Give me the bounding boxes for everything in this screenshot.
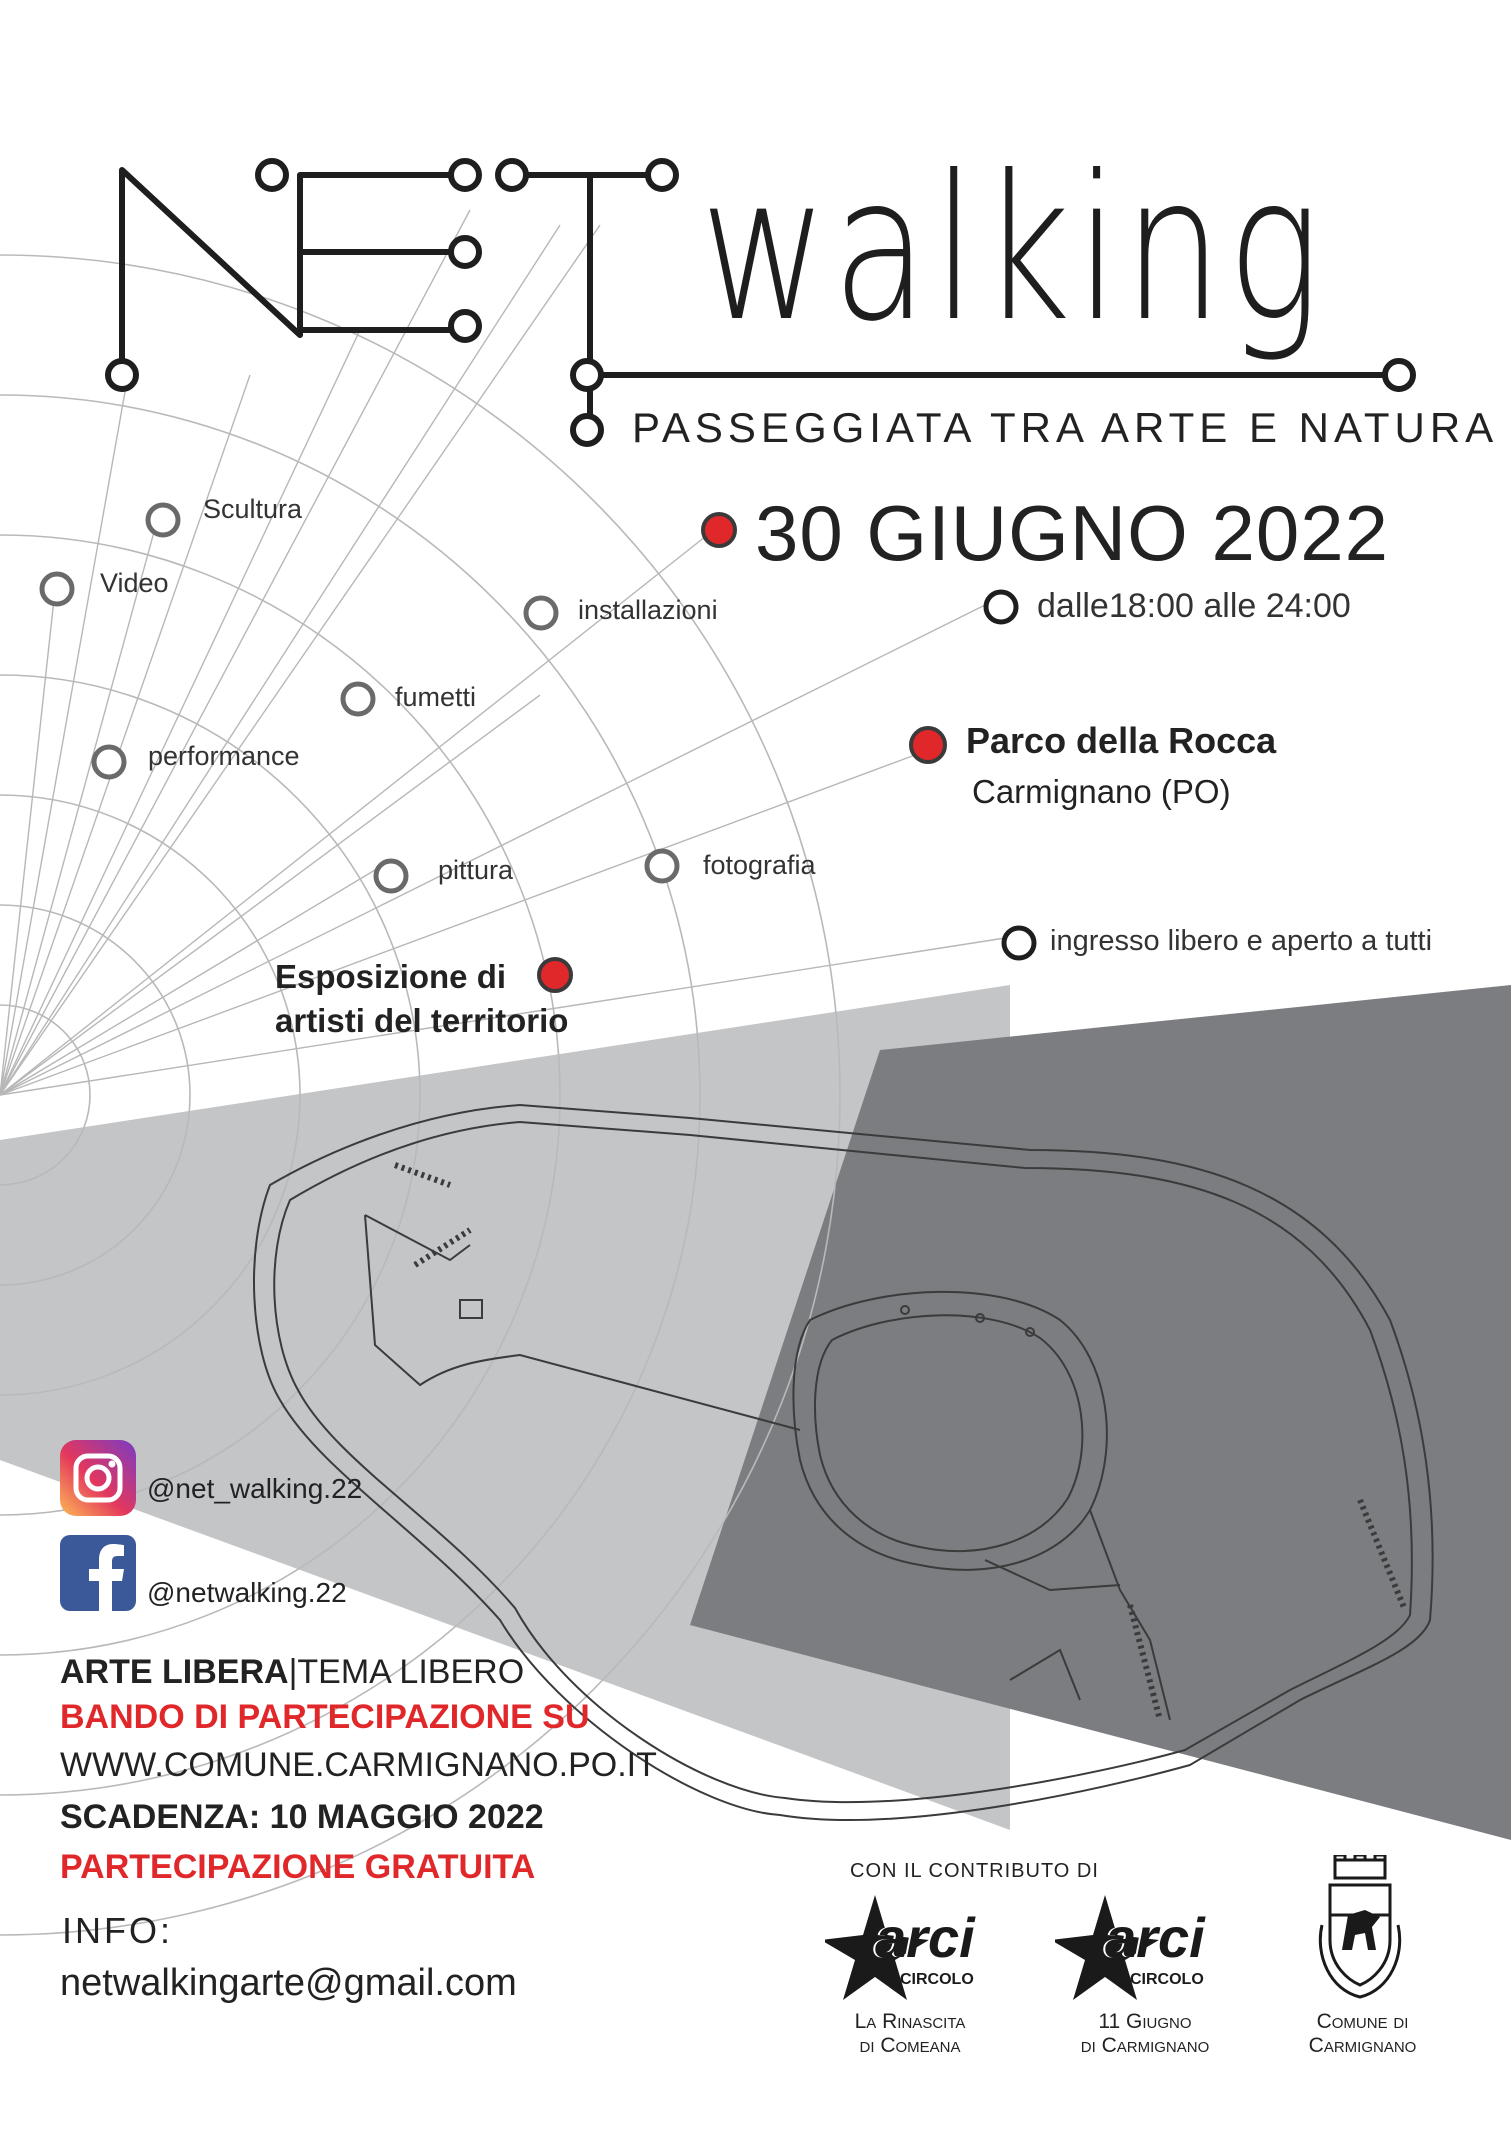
exhibition-line1: Esposizione di (275, 958, 507, 995)
sponsor-3-caption (1265, 2010, 1460, 2058)
sponsor-1-line2: di Comeana (859, 2034, 961, 2057)
event-hours: dalle18:00 alle 24:00 (1037, 587, 1351, 625)
category-installazioni: installazioni (578, 595, 718, 625)
sponsor-3-line1: Comune di (1316, 2010, 1409, 2033)
category-pittura: pittura (438, 855, 514, 885)
exhibition-note (275, 955, 568, 1043)
arci-logo-carmignano (1055, 1895, 1225, 2015)
call-free: PARTECIPAZIONE GRATUITA (60, 1848, 536, 1886)
entry-note: ingresso libero e aperto a tutti (1050, 925, 1433, 957)
coat-of-arms-icon (1310, 1855, 1410, 2005)
facebook-icon[interactable] (60, 1535, 136, 1611)
instagram-icon[interactable] (60, 1440, 136, 1516)
info-email[interactable]: netwalkingarte@gmail.com (60, 1962, 517, 2004)
title-walking (700, 133, 1502, 366)
facebook-handle[interactable]: @netwalking.22 (147, 1577, 347, 1608)
event-date: 30 GIUGNO 2022 (755, 489, 1389, 577)
venue-name: Parco della Rocca (966, 720, 1277, 761)
category-performance: performance (148, 741, 300, 771)
call-separator: | (288, 1653, 298, 1691)
sponsor-2-line1: 11 Giugno (1098, 2010, 1192, 2033)
arci-word: arci (875, 1906, 975, 1969)
subtitle: PASSEGGIATA TRA ARTE E NATURA (632, 404, 1499, 451)
exhibition-line2: artisti del territorio (275, 1002, 569, 1039)
call-line-1 (60, 1650, 524, 1694)
category-fotografia: fotografia (703, 850, 816, 880)
sponsors-heading: CON IL CONTRIBUTO DI (850, 1860, 1099, 1882)
category-scultura: Scultura (203, 494, 303, 524)
sponsor-1-caption (820, 2010, 1000, 2058)
sponsor-2-line2: di Carmignano (1080, 2034, 1210, 2057)
arci-circolo: CIRCOLO (1130, 1971, 1204, 1988)
arci-word: arci (1105, 1906, 1205, 1969)
red-nodes (539, 514, 945, 991)
title-walking-text: walking (700, 133, 1326, 366)
call-website[interactable]: WWW.COMUNE.CARMIGNANO.PO.IT (60, 1746, 657, 1784)
sponsor-2-caption (1050, 2010, 1240, 2058)
venue-city: Carmignano (PO) (972, 773, 1231, 810)
call-deadline: SCADENZA: 10 MAGGIO 2022 (60, 1798, 544, 1836)
instagram-handle[interactable]: @net_walking.22 (147, 1473, 363, 1504)
category-video: Video (100, 568, 169, 598)
call-arte-libera: ARTE LIBERA (60, 1653, 289, 1691)
sponsor-3-line2: Carmignano (1308, 2034, 1417, 2057)
arci-circolo: CIRCOLO (900, 1971, 974, 1988)
arci-logo-comeana (825, 1895, 995, 2015)
call-line-2: BANDO DI PARTECIPAZIONE SU (60, 1698, 590, 1736)
category-fumetti: fumetti (395, 682, 477, 712)
info-label: INFO: (62, 1910, 173, 1951)
call-tema-libero: TEMA LIBERO (297, 1653, 525, 1691)
sponsor-1-line1: La Rinascita (854, 2010, 966, 2033)
